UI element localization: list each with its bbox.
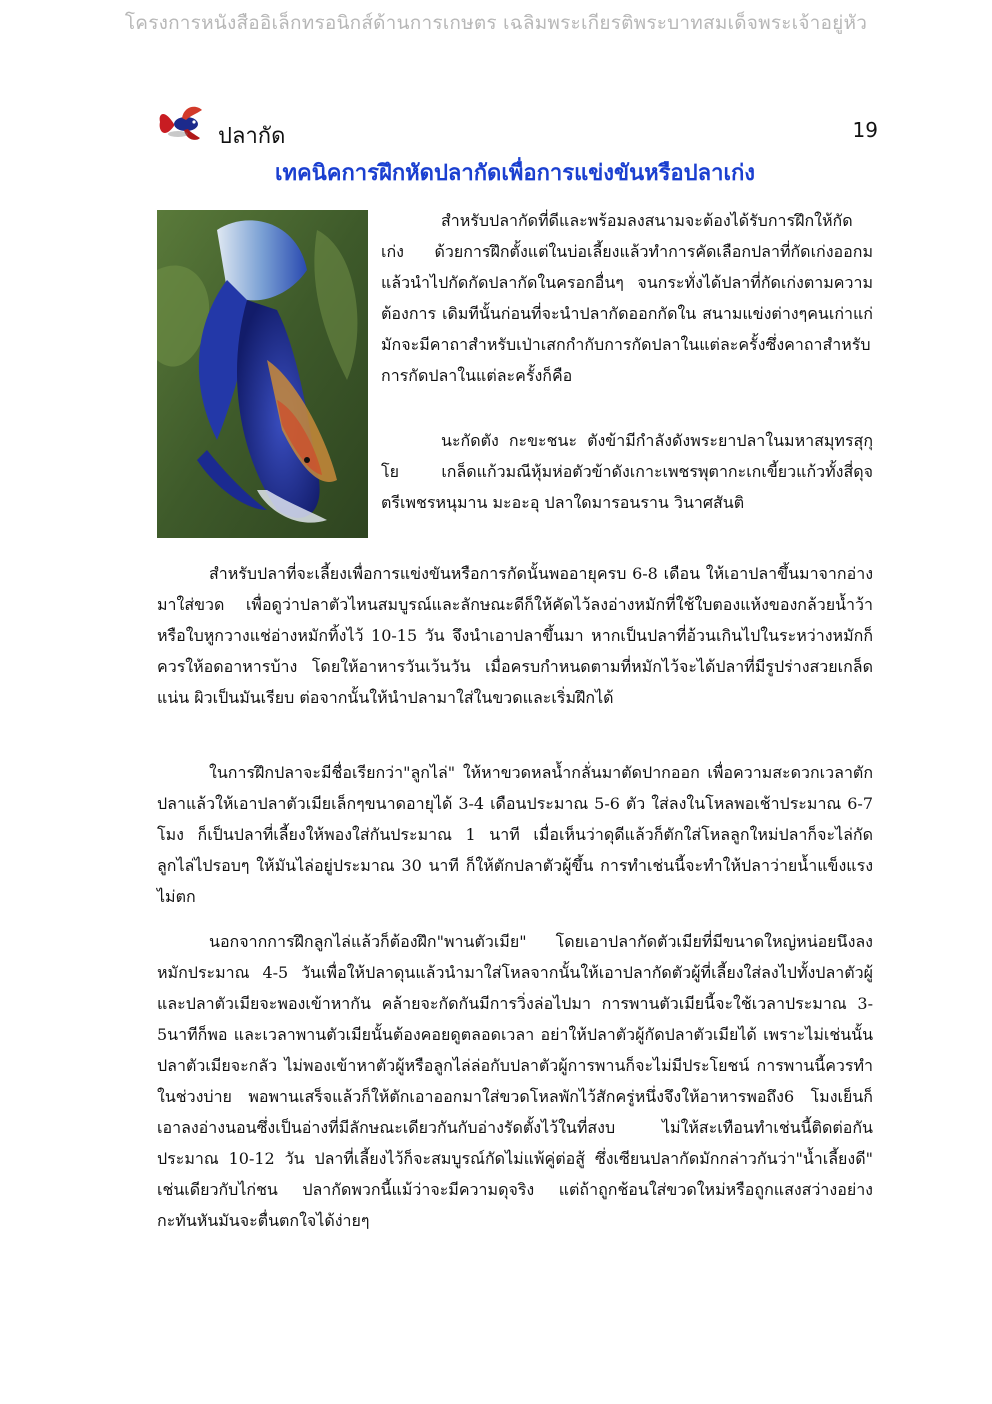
paragraph-chaser-block xyxy=(157,757,873,912)
paragraph-1: สำหรับปลากัดที่ดีและพร้อมลงสนามจะต้องได้รับการฝึกให้กัดเก่ง ด้วยการฝึกตั้งแต่ในบ่อเลี้ยงแล้วทำการคัดเลือกปลาที่กัดเก่งออกมแล้วนำไปกัดกัดปลากัดในครอกอื่นๆ จนกระทั่งได้ปลาที่กัดเก่งตามความต้องการ เดิมทีนั้นก่อนที่จะนำปลากัดออกกัดใน สนามแข่งต่างๆคนเก่าแก่มักจะมีคาถาสำหรับเป่าเสกกำกับการกัดปลาในแต่ละครั้งซึ่งคาถาสำหรับการกัดปลาในแต่ละครั้งก็คือ xyxy=(381,211,873,385)
paragraph-2: นะกัดตัง กะขะชนะ ตังข้ามีกำลังดังพระยาปลาในมหาสมุทรสุกุโย เกล็ดแก้วมณีหุ้มห่อตัวข้าดังเกาะเพชรพุตากะเกเขี้ยวแก้วทั้งสี่ดุจตรีเพชรหนุมาน มะอะอุ ปลาใดมารอนราน วินาศสันติ xyxy=(381,431,873,512)
betta-fish-photo xyxy=(157,210,368,538)
paragraph-3: สำหรับปลาที่จะเลี้ยงเพื่อการแข่งขันหรือการกัดนั้นพออายุครบ 6-8 เดือน ให้เอาปลาขึ้นมาจากอ่างมาใส่ขวด เพื่อดูว่าปลาตัวไหนสมบูรณ์และลักษณะดีก็ให้คัดไว้ลงอ่างหมักที่ใช้ใบตองแห้งของกล้วยน้ำว้าหรือใบหูกวางแช่อ่างหมักทิ้งไว้ 10-15 วัน จึงนำเอาปลาขึ้นมา หากเป็นปลาที่อ้วนเกินไปในระหว่างหมักก็ควรให้อดอาหารบ้าง โดยให้อาหารวันเว้นวัน เมื่อครบกำหนดตามที่หมักไว้จะได้ปลาที่มีรูปร่างสวยเกล็ดแน่น ผิวเป็นมันเรียบ ต่อจากนั้นให้นำปลามาใส่ในขวดและเริ่มฝึกได้ xyxy=(157,564,873,707)
paragraph-female-block xyxy=(157,926,873,1236)
paragraph-incantation-block xyxy=(381,425,873,518)
page-number: 19 xyxy=(852,118,878,142)
article-title: เทคนิคการฝึกหัดปลากัดเพื่อการแข่งขันหรือปลาเก่ง xyxy=(274,161,756,186)
paragraph-5: นอกจากการฝึกลูกไล่แล้วก็ต้องฝึก"พานตัวเมีย" โดยเอาปลากัดตัวเมียที่มีขนาดใหญ่หน่อยนึงลงหมักประมาณ 4-5 วันเพื่อให้ปลาดุนแล้วนำมาใส่โหลจากนั้นให้เอาปลากัดตัวผู้ที่เลี้ยงใส่ลงไปทั้งปลาตัวผู้และปลาตัวเมียจะพองเข้าหากัน คล้ายจะกัดกันมีการวิ่งล่อไปมา การพานตัวเมียนี้จะใช้เวลาประมาณ 3-5นาทีก็พอ และเวลาพานตัวเมียนั้นต้องคอยดูตลอดเวลา อย่าให้ปลาตัวผู้กัดปลาตัวเมียได้ เพราะไม่เช่นนั้นปลาตัวเมียจะกลัว ไม่พองเข้าหาตัวผู้หรือลูกไล่ล่อกับปลาตัวผู้การพานก็จะไม่มีประโยชน์ การพานนี้ควรทำในช่วงบ่าย พอพานเสร็จแล้วก็ให้ตักเอาออกมาใส่ขวดโหลพักไว้สักครู่หนึ่งจึงให้อาหารพอถึง6 โมงเย็นก็เอาลงอ่างนอนซึ่งเป็นอ่างที่มีลักษณะเดียวกันกับอ่างรัดตั้งไว้ในที่สงบ ไม่ให้สะเทือนทำเช่นนี้ติดต่อกันประมาณ 10-12 วัน ปลาที่เลี้ยงไว้ก็จะสมบูรณ์กัดไม่แพ้คู่ต่อสู้ ซึ่งเซียนปลากัดมักกล่าวกันว่า"น้ำเลี้ยงดี" เช่นเดียวกับไก่ชน ปลากัดพวกนี้แม้ว่าจะมีความดุจริง แต่ถ้าถูกช้อนใส่ขวดใหม่หรือถูกแสงสว่างอย่างกะทันหันมันจะตื่นตกใจได้ง่ายๆ xyxy=(157,932,873,1230)
paragraph-intro xyxy=(381,205,873,391)
paragraph-main-block xyxy=(157,558,873,713)
paragraph-4: ในการฝึกปลาจะมีชื่อเรียกว่า"ลูกไล่" ให้หาขวดหลน้ำกลั่นมาตัดปากออก เพื่อความสะดวกเวลาตักปลาแล้วให้เอาปลาตัวเมียเล็กๆขนาดอายุได้ 3-4 เดือนประมาณ 5-6 ตัว ใส่ลงในโหลพอเช้าประมาณ 6-7 โมง ก็เป็นปลาที่เลี้ยงให้พองใส่กันประมาณ 1 นาที เมื่อเห็นว่าดุดีแล้วก็ตักใส่โหลลูกใหม่ปลาก็จะไล่กัดลูกไล่ไปรอบๆ ให้มันไล่อยู่ประมาณ 30 นาที ก็ให้ตักปลาตัวผู้ขึ้น การทำเช่นนี้จะทำให้ปลาว่ายน้ำแข็งแรงไม่ตก xyxy=(157,763,873,906)
betta-fish-logo-icon xyxy=(156,100,206,144)
section-label: ปลากัด xyxy=(218,124,286,149)
page-header: โครงการหนังสืออิเล็กทรอนิกส์ด้านการเกษตร เฉลิมพระเกียรติพระบาทสมเด็จพระเจ้าอยู่หัว xyxy=(124,12,868,34)
